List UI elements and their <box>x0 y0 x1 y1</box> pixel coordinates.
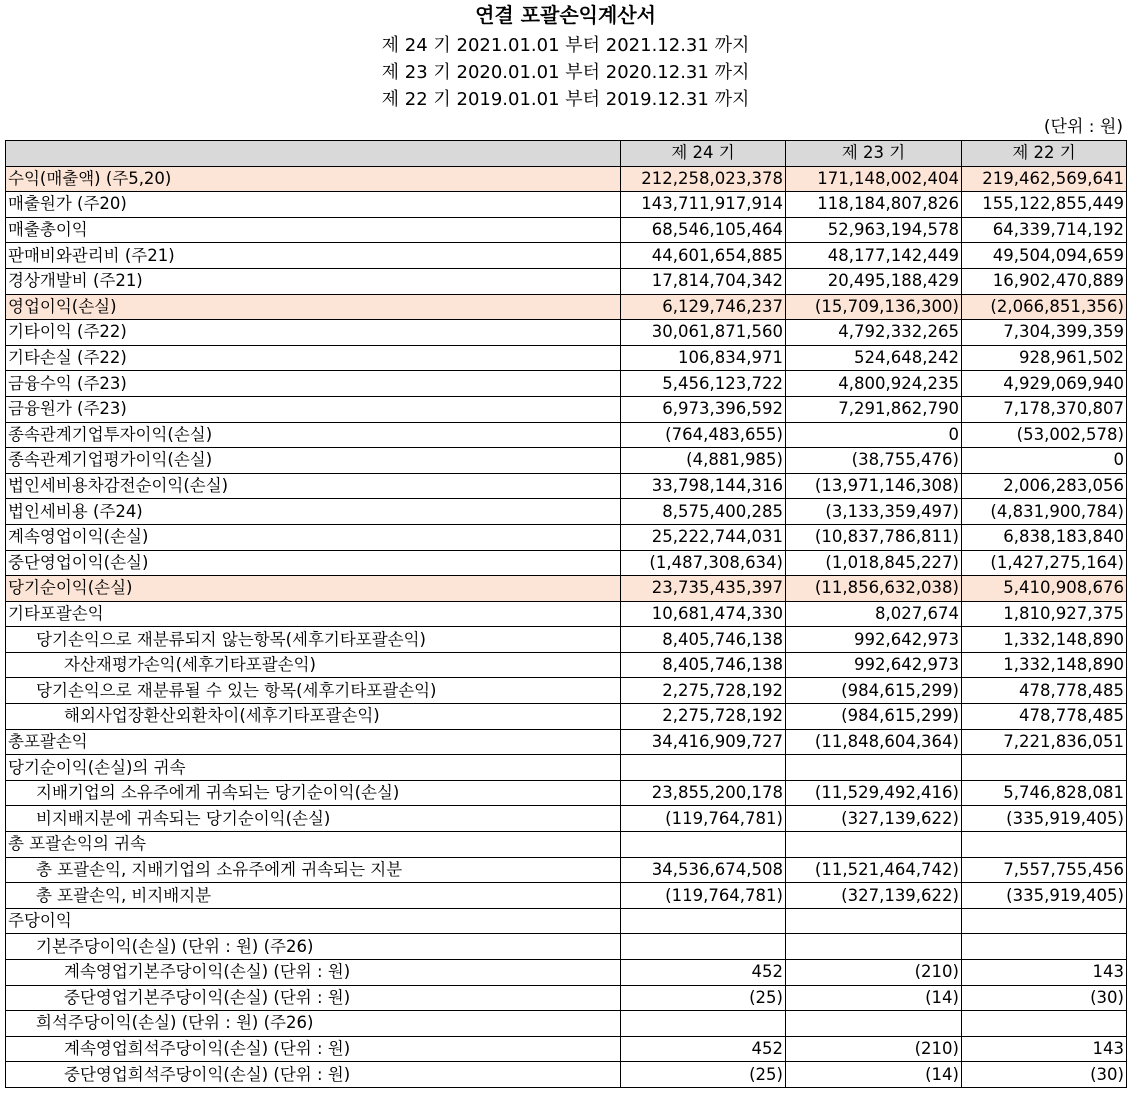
value-cell-23: (11,521,464,742) <box>786 857 962 883</box>
table-row <box>6 550 1127 576</box>
row-label: 중단영업이익(손실) <box>6 550 621 576</box>
value-cell-24: 34,536,674,508 <box>621 857 786 883</box>
value-cell-22: (30) <box>962 1062 1127 1088</box>
value-cell-24: 25,222,744,031 <box>621 524 786 550</box>
value-cell-22: 155,122,855,449 <box>962 192 1127 218</box>
value-cell-23: (3,133,359,497) <box>786 499 962 525</box>
value-cell-24: 2,275,728,192 <box>621 704 786 730</box>
value-cell-23: (11,529,492,416) <box>786 780 962 806</box>
value-cell-24: 2,275,728,192 <box>621 678 786 704</box>
value-cell-22: 143 <box>962 1036 1127 1062</box>
value-cell-23: 20,495,188,429 <box>786 268 962 294</box>
value-cell-24 <box>621 908 786 934</box>
value-cell-22: 49,504,094,659 <box>962 243 1127 269</box>
value-cell-23 <box>786 832 962 858</box>
value-cell-23: (210) <box>786 960 962 986</box>
row-label: 지배기업의 소유주에게 귀속되는 당기순이익(손실) <box>6 780 621 806</box>
table-row <box>6 320 1127 346</box>
row-label: 계속영업기본주당이익(손실) (단위 : 원) <box>6 960 621 986</box>
row-label: 금융수익 (주23) <box>6 371 621 397</box>
row-label: 매출원가 (주20) <box>6 192 621 218</box>
value-cell-24: 8,405,746,138 <box>621 627 786 653</box>
value-cell-23 <box>786 1011 962 1037</box>
value-cell-24: 23,855,200,178 <box>621 780 786 806</box>
row-label: 영업이익(손실) <box>6 294 621 320</box>
period-23: 제 23 기 2020.01.01 부터 2020.12.31 까지 <box>381 62 750 83</box>
table-row <box>6 268 1127 294</box>
table-row <box>6 422 1127 448</box>
value-cell-23: 992,642,973 <box>786 627 962 653</box>
value-cell-23 <box>786 755 962 781</box>
value-cell-24: 68,546,105,464 <box>621 217 786 243</box>
row-label: 당기손익으로 재분류되지 않는항목(세후기타포괄손익) <box>6 627 621 653</box>
value-cell-22 <box>962 1011 1127 1037</box>
table-row <box>6 243 1127 269</box>
period-24: 제 24 기 2021.01.01 부터 2021.12.31 까지 <box>381 35 750 56</box>
table-row <box>6 883 1127 909</box>
value-cell-22: 7,304,399,359 <box>962 320 1127 346</box>
row-label: 수익(매출액) (주5,20) <box>6 166 621 192</box>
row-label: 자산재평가손익(세후기타포괄손익) <box>6 652 621 678</box>
table-row <box>6 1011 1127 1037</box>
column-header-24: 제 24 기 <box>621 141 786 167</box>
value-cell-24: (25) <box>621 985 786 1011</box>
value-cell-23: 171,148,002,404 <box>786 166 962 192</box>
value-cell-23: 4,792,332,265 <box>786 320 962 346</box>
row-label: 계속영업희석주당이익(손실) (단위 : 원) <box>6 1036 621 1062</box>
table-header-row <box>6 141 1127 167</box>
table-row <box>6 1062 1127 1088</box>
value-cell-22: 1,332,148,890 <box>962 627 1127 653</box>
value-cell-23: 524,648,242 <box>786 345 962 371</box>
value-cell-22: (1,427,275,164) <box>962 550 1127 576</box>
row-label: 희석주당이익(손실) (단위 : 원) (주26) <box>6 1011 621 1037</box>
value-cell-22 <box>962 934 1127 960</box>
value-cell-23: 992,642,973 <box>786 652 962 678</box>
table-row <box>6 857 1127 883</box>
value-cell-22: 5,746,828,081 <box>962 780 1127 806</box>
value-cell-23: (11,848,604,364) <box>786 729 962 755</box>
row-label: 기타포괄손익 <box>6 601 621 627</box>
value-cell-22: 143 <box>962 960 1127 986</box>
value-cell-24: 10,681,474,330 <box>621 601 786 627</box>
row-label: 해외사업장환산외환차이(세후기타포괄손익) <box>6 704 621 730</box>
table-row <box>6 755 1127 781</box>
value-cell-24: 6,973,396,592 <box>621 396 786 422</box>
table-row <box>6 499 1127 525</box>
value-cell-22: 0 <box>962 448 1127 474</box>
value-cell-22: 7,178,370,807 <box>962 396 1127 422</box>
value-cell-22: 219,462,569,641 <box>962 166 1127 192</box>
value-cell-22: 1,332,148,890 <box>962 652 1127 678</box>
value-cell-24 <box>621 1011 786 1037</box>
value-cell-22: 16,902,470,889 <box>962 268 1127 294</box>
row-label: 법인세비용차감전순이익(손실) <box>6 473 621 499</box>
value-cell-22: 64,339,714,192 <box>962 217 1127 243</box>
table-row <box>6 371 1127 397</box>
value-cell-23: (15,709,136,300) <box>786 294 962 320</box>
statement-title: 연결 포괄손익계산서 <box>475 3 656 27</box>
table-row <box>6 806 1127 832</box>
row-label: 당기순이익(손실)의 귀속 <box>6 755 621 781</box>
table-row <box>6 448 1127 474</box>
row-label: 경상개발비 (주21) <box>6 268 621 294</box>
table-body <box>6 166 1127 1087</box>
column-header-22: 제 22 기 <box>962 141 1127 167</box>
row-label: 당기손익으로 재분류될 수 있는 항목(세후기타포괄손익) <box>6 678 621 704</box>
row-label: 법인세비용 (주24) <box>6 499 621 525</box>
value-cell-24: 6,129,746,237 <box>621 294 786 320</box>
value-cell-23: (327,139,622) <box>786 806 962 832</box>
row-label: 총 포괄손익, 비지배지분 <box>6 883 621 909</box>
value-cell-24: 452 <box>621 1036 786 1062</box>
value-cell-24: 452 <box>621 960 786 986</box>
table-row <box>6 908 1127 934</box>
value-cell-23: 7,291,862,790 <box>786 396 962 422</box>
value-cell-24: (119,764,781) <box>621 883 786 909</box>
table-row <box>6 601 1127 627</box>
value-cell-24: 8,405,746,138 <box>621 652 786 678</box>
value-cell-23: (13,971,146,308) <box>786 473 962 499</box>
row-label: 주당이익 <box>6 908 621 934</box>
income-statement-table <box>5 140 1127 1088</box>
row-label: 총 포괄손익의 귀속 <box>6 832 621 858</box>
value-cell-23: (11,856,632,038) <box>786 576 962 602</box>
table-row <box>6 166 1127 192</box>
row-label: 기타이익 (주22) <box>6 320 621 346</box>
value-cell-22: (53,002,578) <box>962 422 1127 448</box>
value-cell-23: 48,177,142,449 <box>786 243 962 269</box>
value-cell-23: (14) <box>786 985 962 1011</box>
value-cell-23: (38,755,476) <box>786 448 962 474</box>
value-cell-22: 1,810,927,375 <box>962 601 1127 627</box>
row-label: 중단영업희석주당이익(손실) (단위 : 원) <box>6 1062 621 1088</box>
value-cell-22: (335,919,405) <box>962 806 1127 832</box>
value-cell-22: (2,066,851,356) <box>962 294 1127 320</box>
table-row <box>6 217 1127 243</box>
table-row <box>6 294 1127 320</box>
table-row <box>6 678 1127 704</box>
row-label: 매출총이익 <box>6 217 621 243</box>
unit-label: (단위 : 원) <box>1043 117 1123 137</box>
table-row <box>6 985 1127 1011</box>
table-row <box>6 192 1127 218</box>
value-cell-24 <box>621 755 786 781</box>
value-cell-23: (984,615,299) <box>786 704 962 730</box>
value-cell-22: 478,778,485 <box>962 704 1127 730</box>
table-row <box>6 652 1127 678</box>
value-cell-22 <box>962 908 1127 934</box>
period-22: 제 22 기 2019.01.01 부터 2019.12.31 까지 <box>381 89 750 110</box>
value-cell-24: 33,798,144,316 <box>621 473 786 499</box>
table-row <box>6 729 1127 755</box>
row-label: 금융원가 (주23) <box>6 396 621 422</box>
row-label: 총포괄손익 <box>6 729 621 755</box>
table-row <box>6 524 1127 550</box>
row-label: 계속영업이익(손실) <box>6 524 621 550</box>
table-row <box>6 627 1127 653</box>
value-cell-24 <box>621 832 786 858</box>
table-row <box>6 704 1127 730</box>
value-cell-23: 0 <box>786 422 962 448</box>
value-cell-24: 17,814,704,342 <box>621 268 786 294</box>
value-cell-24: (764,483,655) <box>621 422 786 448</box>
row-label: 당기순이익(손실) <box>6 576 621 602</box>
value-cell-24: (119,764,781) <box>621 806 786 832</box>
table-row <box>6 345 1127 371</box>
table-row <box>6 960 1127 986</box>
value-cell-22 <box>962 755 1127 781</box>
value-cell-23 <box>786 908 962 934</box>
value-cell-24: 5,456,123,722 <box>621 371 786 397</box>
value-cell-23 <box>786 934 962 960</box>
value-cell-22: 5,410,908,676 <box>962 576 1127 602</box>
value-cell-24: 106,834,971 <box>621 345 786 371</box>
value-cell-23: (210) <box>786 1036 962 1062</box>
row-label: 총 포괄손익, 지배기업의 소유주에게 귀속되는 지분 <box>6 857 621 883</box>
value-cell-22: 478,778,485 <box>962 678 1127 704</box>
column-header-23: 제 23 기 <box>786 141 962 167</box>
value-cell-24: 143,711,917,914 <box>621 192 786 218</box>
value-cell-24 <box>621 934 786 960</box>
row-label: 종속관계기업평가이익(손실) <box>6 448 621 474</box>
table-row <box>6 1036 1127 1062</box>
value-cell-23: (327,139,622) <box>786 883 962 909</box>
value-cell-24: 44,601,654,885 <box>621 243 786 269</box>
value-cell-23: 118,184,807,826 <box>786 192 962 218</box>
value-cell-22: 2,006,283,056 <box>962 473 1127 499</box>
value-cell-22: 6,838,183,840 <box>962 524 1127 550</box>
value-cell-22: (30) <box>962 985 1127 1011</box>
value-cell-24: (1,487,308,634) <box>621 550 786 576</box>
value-cell-24: 8,575,400,285 <box>621 499 786 525</box>
value-cell-22: 928,961,502 <box>962 345 1127 371</box>
row-label: 비지배지분에 귀속되는 당기순이익(손실) <box>6 806 621 832</box>
row-label: 종속관계기업투자이익(손실) <box>6 422 621 448</box>
table-row <box>6 473 1127 499</box>
row-label: 중단영업기본주당이익(손실) (단위 : 원) <box>6 985 621 1011</box>
row-label: 기타손실 (주22) <box>6 345 621 371</box>
value-cell-22: (335,919,405) <box>962 883 1127 909</box>
value-cell-23: (14) <box>786 1062 962 1088</box>
table-row <box>6 780 1127 806</box>
value-cell-23: (10,837,786,811) <box>786 524 962 550</box>
table-row <box>6 934 1127 960</box>
value-cell-24: (4,881,985) <box>621 448 786 474</box>
value-cell-22: 7,221,836,051 <box>962 729 1127 755</box>
value-cell-22: 4,929,069,940 <box>962 371 1127 397</box>
column-header-label <box>6 141 621 167</box>
value-cell-22 <box>962 832 1127 858</box>
table-row <box>6 396 1127 422</box>
table-row <box>6 832 1127 858</box>
value-cell-22: (4,831,900,784) <box>962 499 1127 525</box>
value-cell-24: 23,735,435,397 <box>621 576 786 602</box>
value-cell-24: 34,416,909,727 <box>621 729 786 755</box>
value-cell-23: 52,963,194,578 <box>786 217 962 243</box>
value-cell-23: 4,800,924,235 <box>786 371 962 397</box>
value-cell-24: 30,061,871,560 <box>621 320 786 346</box>
value-cell-23: 8,027,674 <box>786 601 962 627</box>
row-label: 판매비와관리비 (주21) <box>6 243 621 269</box>
row-label: 기본주당이익(손실) (단위 : 원) (주26) <box>6 934 621 960</box>
table-row <box>6 576 1127 602</box>
value-cell-24: (25) <box>621 1062 786 1088</box>
value-cell-24: 212,258,023,378 <box>621 166 786 192</box>
value-cell-23: (984,615,299) <box>786 678 962 704</box>
value-cell-23: (1,018,845,227) <box>786 550 962 576</box>
value-cell-22: 7,557,755,456 <box>962 857 1127 883</box>
